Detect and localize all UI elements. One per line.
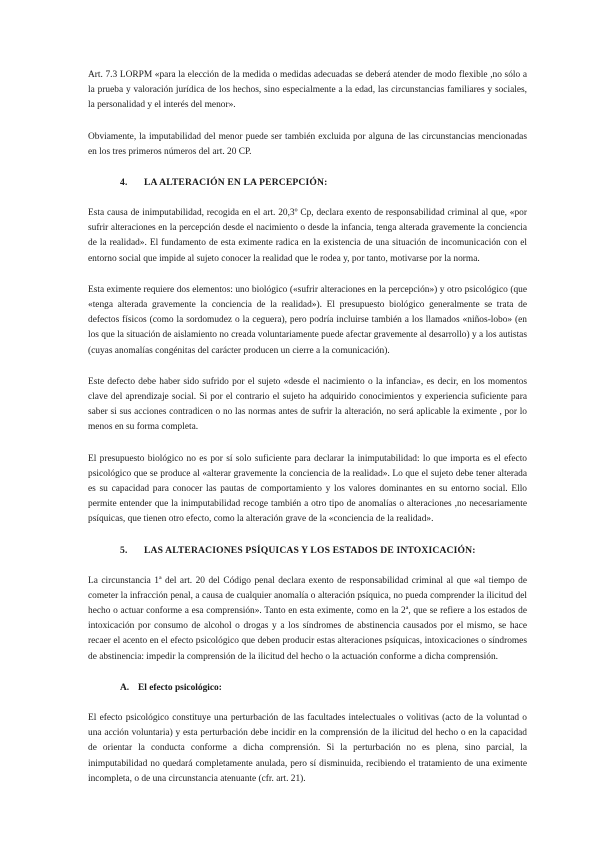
paragraph-psychological-effect: El efecto psicológico constituye una perturbación de las facultades intelectuales o volitivas (acto de la voluntad o una acción voluntaria) y esta perturbación debe incidir en la comprensión de la ilicitud del hecho o en la capacidad de orientar la conducta conforme a dicha comprensión. Si la perturbación no es plena, sino parcial, la inimputabilidad no quedará completamente anulada, pero sí disminuida, recibiendo el tratamiento de una eximente incompleta, o de una circunstancia atenuante (cfr. art. 21). [88, 712, 527, 784]
section-title: LA ALTERACIÓN EN LA PERCEPCIÓN [144, 177, 325, 189]
section-title: LAS ALTERACIONES PSÍQUICAS Y LOS ESTADOS DE INTOXICACIÓN [144, 544, 473, 556]
section-number: 5. [120, 544, 128, 556]
subsection-heading-a: A. El efecto psicológico: [88, 681, 527, 695]
subsection-letter: A. [120, 682, 130, 693]
paragraph-elements: Esta eximente requiere dos elementos: uno biológico («sufrir alteraciones en la percepción») y otro psicológico (que «tenga alterada gravemente la conciencia de la realidad»). El presupuesto biológico generalmente se trata de defectos físicos (como la sordomudez o la ceguera), pero podría incluirse también a los llamados «niños-lobo» (en los que la situación de aislamiento no creada voluntariamente puede afectar gravemente al desarrollo) y a los autistas (cuyas anomalías congénitas del carácter producen un cierre a la comunicación). [88, 284, 527, 356]
section-number: 4. [120, 177, 128, 189]
paragraph-circumstance: La circunstancia 1ª del art. 20 del Código penal declara exento de responsabilidad criminal al que «al tiempo de cometer la infracción penal, a causa de cualquier anomalía o alteración psíquica, no pueda comprender la ilicitud del hecho o actuar conforme a esa comprensión». Tanto en esta eximente, como en la 2ª, que se refiere a los estados de intoxicación por consumo de alcohol o drogas y a los síndromes de abstinencia causados por el mismo, se hace recaer el acento en el efecto psicológico que deben producir estas alteraciones psíquicas, intoxicaciones o síndromes de abstinencia: impedir la comprensión de la ilicitud del hecho o la actuación conforme a dicha comprensión. [88, 575, 527, 662]
section-heading-4: 4. LA ALTERACIÓN EN LA PERCEPCIÓN: [88, 176, 527, 190]
paragraph-defect: Este defecto debe haber sido sufrido por el sujeto «desde el nacimiento o la infancia», es decir, en los momentos clave del aprendizaje social. Si por el contrario el sujeto ha adquirido conocimientos y experiencia suficiente para saber si sus acciones contradicen o no las normas antes de sufrir la alteración, no será aplicable la eximente , por lo menos en su forma completa. [88, 376, 527, 433]
paragraph-biological: El presupuesto biológico no es por sí solo suficiente para declarar la inimputabilidad: lo que importa es el efecto psicológico que se produce al «alterar gravemente la conciencia de la realidad». Lo que el sujeto debe tener alterada es su capacidad para conocer las pautas de comportamiento y los valores dominantes en su entorno social. Ello permite entender que la inimputabilidad recoge también a otro tipo de anomalías o alteraciones ,no necesariamente psíquicas, que tienen otro efecto, como la alteración grave de la «conciencia de la realidad». [88, 453, 527, 525]
subsection-title: El efecto psicológico [138, 682, 219, 693]
paragraph-imputability: Obviamente, la imputabilidad del menor puede ser también excluida por alguna de las circunstancias mencionadas en los tres primeros números del art. 20 CP. [88, 131, 527, 157]
paragraph-cause: Esta causa de inimputabilidad, recogida en el art. 20,3º Cp, declara exento de responsabilidad criminal al que, «por sufrir alteraciones en la percepción desde el nacimiento o desde la infancia, tenga alterada gravemente la conciencia de la realidad». El fundamento de esta eximente radica en la existencia de una situación de incomunicación con el entorno social que impide al sujeto conocer la realidad que le rodea y, por tanto, motivarse por la norma. [88, 208, 527, 264]
section-heading-5: 5. LAS ALTERACIONES PSÍQUICAS Y LOS ESTADOS DE INTOXICACIÓN: [88, 544, 527, 558]
paragraph-lorpm-quote: Art. 7.3 LORPM «para la elección de la medida o medidas adecuadas se deberá atender de modo flexible ,no sólo a la prueba y valoración jurídica de los hechos, sino especialmente a la edad, las circunstancias familiares y sociales, la personalidad y el interés del menor». [88, 70, 527, 111]
